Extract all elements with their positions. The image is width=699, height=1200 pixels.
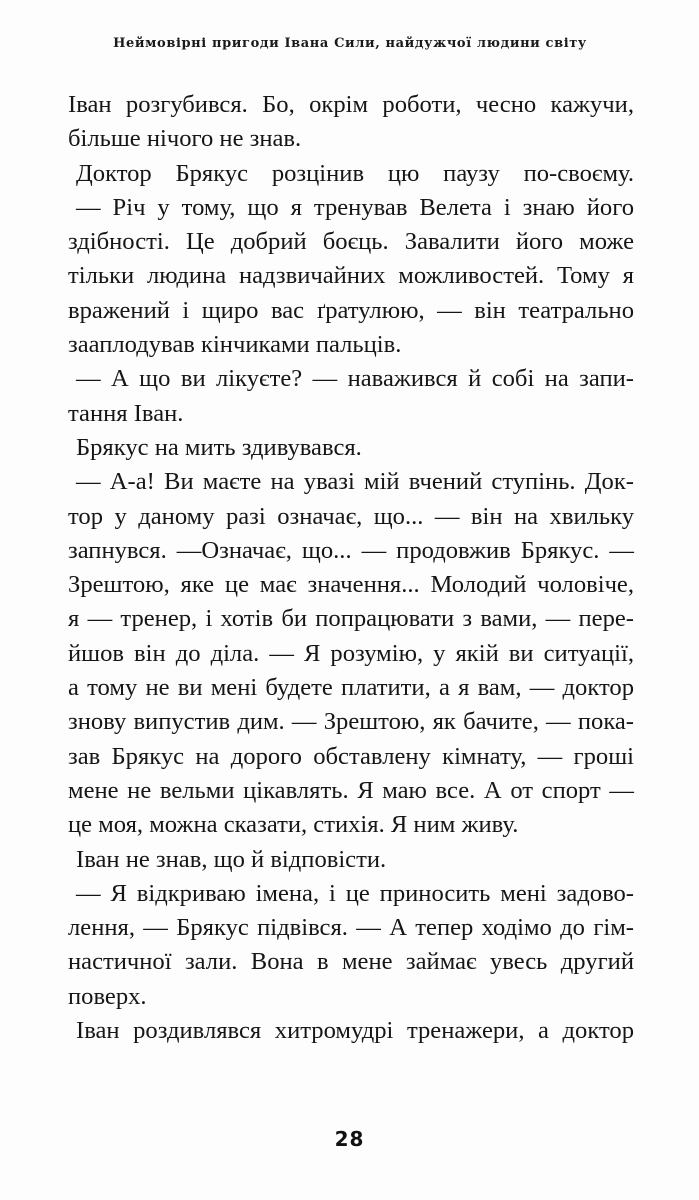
text-line: — Річ у тому, що я тренував Велета і знаю його — [76, 193, 634, 221]
text-line: це моя, можна сказати, стихія. Я ним живу. — [68, 811, 519, 839]
text-line: поверх. — [68, 982, 147, 1010]
text-line: — А що ви лікуєте? — наважився й собі на запи- — [76, 365, 634, 393]
text-line: Доктор Брякус розцінив цю паузу по-своєму. — [76, 159, 634, 187]
text-line: мене не вельми цікавлять. Я маю все. А от спорт — — [68, 776, 634, 804]
text-line: тільки людина надзвичайних можливостей. Тому я — [68, 262, 634, 290]
text-line: запнувся. —Означає, що... — продовжив Брякус. — — [68, 536, 634, 564]
text-line: Іван розгубився. Бо, окрім роботи, чесно кажучи, — [68, 91, 634, 118]
text-line: йшов він до діла. — Я розумію, у якій ви ситуації, — [68, 639, 634, 667]
text-line: здібності. Це добрий боєць. Завалити його може — [68, 228, 634, 256]
text-line: вражений і щиро вас ґратулюю, — він театрально — [68, 296, 634, 324]
text-line: Іван не знав, що й відповісти. — [76, 845, 387, 873]
text-line: — Я відкриваю імена, і це приносить мені задово- — [76, 879, 634, 907]
text-line: Зрештою, яке це має значення... Молодий чоловіче, — [68, 571, 634, 599]
text-line: тання Іван. — [68, 399, 184, 427]
text-line: — А-а! Ви маєте на увазі мій вчений ступінь. Док- — [76, 468, 634, 496]
text-line: настичної зали. Вона в мене займає увесь другий — [68, 948, 634, 976]
text-line: більше нічого не знав. — [68, 125, 302, 153]
text-line: лення, — Брякус підвівся. — А тепер ходімо до гім- — [68, 914, 634, 942]
text-line: знову випустив дим. — Зрештою, як бачите, — пока- — [68, 708, 634, 736]
text-line: Іван роздивлявся хитромудрі тренажери, а доктор — [76, 1017, 634, 1045]
running-header: Неймовірні пригоди Івана Сили, найдужчої людини світу — [113, 36, 587, 51]
text-line: Брякус на мить здивувався. — [76, 433, 362, 461]
text-line: я — тренер, і хотів би попрацювати з вами, — пере- — [68, 605, 634, 633]
text-line: зааплодував кінчиками пальців. — [68, 331, 402, 359]
page-number: 28 — [334, 1127, 365, 1151]
text-line: тор у даному разі означає, що... — він на хвильку — [68, 502, 634, 530]
body-text — [68, 88, 634, 1048]
text-line: зав Брякус на дорого обставлену кімнату, — гроші — [68, 742, 634, 770]
text-line: а тому не ви мені будете платити, а я вам, — доктор — [68, 674, 634, 702]
